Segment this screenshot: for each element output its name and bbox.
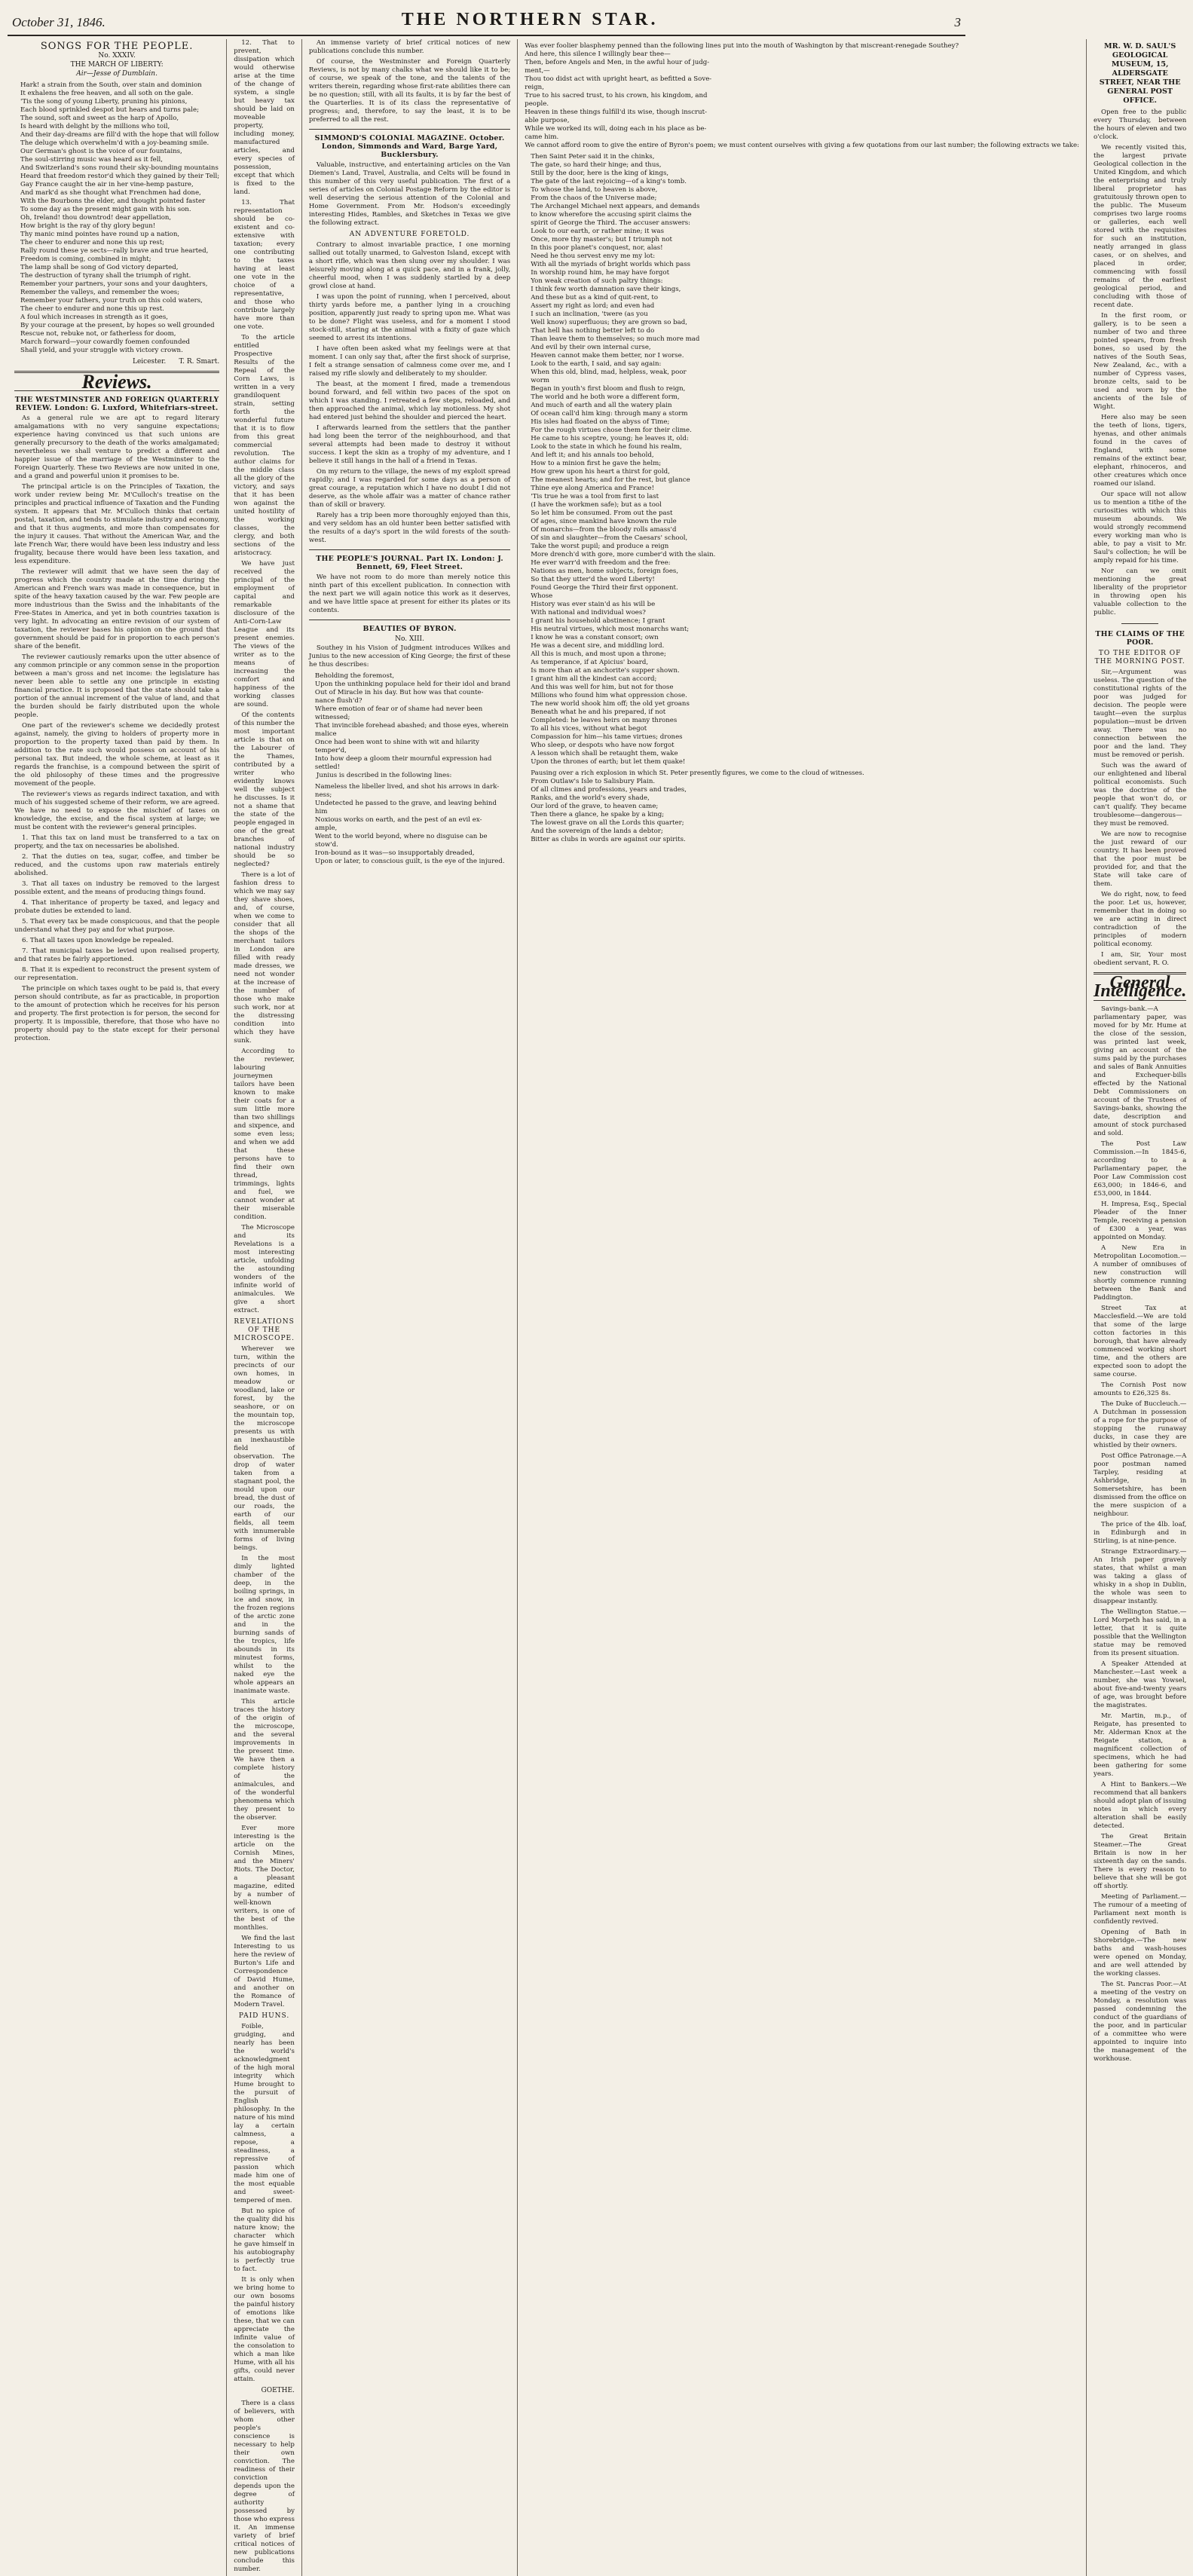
verse-line: Look to the earth, I said, and say again:	[531, 360, 662, 368]
list-item: Strange Extraordinary.—An Irish paper gravely states, that whilst a man was taking a glass of whisky in a shop in Dublin, the whole was seen to disappear instantly.	[1094, 1548, 1187, 1605]
paragraph: The Microscope and its Revelations is a most interesting article, unfolding the astounding wonders of the infinite world of animalcules. We give a short extract.	[234, 1224, 295, 1314]
verse-line: I such an inclination, 'twere (as you	[531, 311, 648, 318]
verse-line: Then Saint Peter said it in the chinks,	[531, 153, 655, 161]
verse-line: Upon or later, to conscious guilt, is the eye of the injured.	[314, 858, 505, 865]
verse-line: Thy manic mind pointes have round up a nation,	[20, 231, 180, 238]
verse-line: Millions who found him what oppression chose.	[531, 692, 687, 699]
verse-line: reign,	[525, 84, 544, 91]
verse-line: We cannot afford room to give the entire of Byron's poem; we must content ourselves with giving a few quotations from our last number; the following extracts we take:	[525, 142, 1079, 149]
verse-line: Gay France caught the air in her vine-hemp pasture,	[20, 181, 194, 188]
verse-line: And Switzerland's sons round their sky-bounding mountains	[20, 164, 219, 172]
verse-line: Undetected he passed to the grave, and leaving behind	[314, 800, 497, 807]
verse-line: To all his vices, without what begot	[531, 725, 647, 733]
junius-verse	[315, 783, 510, 866]
verse-line: Was ever foolier blasphemy penned than the following lines put into the mouth of Washington by that miscreant-renegade Southey?	[525, 42, 959, 50]
verse-line: stow'd.	[314, 841, 338, 849]
verse-line: All this is much, and most upon a throne;	[531, 650, 666, 658]
verse-line: He ever warr'd with freedom and the free:	[531, 559, 671, 567]
list-item: Opening of Bath in Shorebridge.—The new baths and wash-houses were opened on Monday, and are well attended by the working classes.	[1094, 1929, 1187, 1978]
paragraph: Foible, grudging, and nearly has been the world's acknowledgment of the high moral integrity which Hume brought to the pursuit of English philosophy. In the nature of his mind lay a certain calmness, a repose, a steadiness, a repressive of passion which made him one of the most equable and sweet-tempered of men.	[234, 2023, 295, 2204]
verse-line: ment,—	[525, 67, 550, 75]
verse-line: Well know) superfluous; they are grown so bad,	[531, 319, 687, 326]
verse-line: Thine eye along America and France!	[531, 485, 655, 492]
verse-line: The world and he both wore a different form,	[531, 393, 680, 401]
verse-line: The deluge which overwhelm'd with a joy-beaming smile.	[20, 139, 210, 147]
verse-line: For the rough virtues chose them for their clime.	[531, 427, 692, 434]
paragraph: To the article entitled Prospective Results of the Repeal of the Corn Laws, is written in a very grandiloquent strain, setting forth the wonderful future that it is to flow from this great commercial revolution. The author claims for the middle class all the glory of the victory, and says that it has been won against the united hostility of the working classes, the clergy, and both sections of the aristocracy.	[234, 334, 295, 557]
microscope-extract	[234, 1345, 295, 2009]
song-signature	[14, 358, 219, 366]
paragraph: Rarely has a trip been more thoroughly enjoyed than this, and very seldom has an old hunter been better satisfied with the results of a day's sport in the wild forests of the south-west.	[308, 512, 511, 544]
paragraph: The beast, at the moment I fired, made a tremendous bound forward, and fell within two paces of the spot on which I was standing. I retreated a few steps, reloaded, and then approached the animal, which lay motionless. My shot had entered just behind the shoulder and pierced the heart.	[308, 381, 511, 421]
divider	[309, 549, 510, 550]
verse-line: Shall yield, and your struggle with victory crown.	[20, 347, 183, 354]
paragraph: Ever more interesting is the article on the Cornish Mines, and the Miners' Riots. The Doctor, a pleasant magazine, edited by a number of well-known writers, is one of the best of the monthlies.	[234, 1825, 295, 1932]
verse-line: True to his sacred trust, to his crown, his kingdom, and	[525, 92, 708, 99]
paragraph: There is a lot of fashion dress to which we may say they shave shoes, and, of course, when we come to consider that all the shops of the merchant tailors in London are filled with ready made dresses, we need not wonder at the increase of the number of those who make such work, nor at the distressing condition into which they have sunk.	[234, 871, 295, 1045]
paragraph: 7. That municipal taxes be levied upon realised property, and that rates be fairly apportioned.	[14, 947, 220, 963]
issue-date: October 31, 1846.	[12, 15, 106, 29]
paragraph: Such was the award of our enlightened and liberal political economists. Such was the doctrine of the people that won't do, or can't qualify. They became troublesome—dangerous—they must be removed.	[1094, 762, 1187, 828]
masthead	[8, 0, 965, 36]
song-place: Leicester.	[132, 358, 167, 366]
reviews-heading: Reviews.	[81, 371, 152, 393]
adventure-extract	[309, 241, 510, 545]
review-head-peoples-journal: THE PEOPLE'S JOURNAL. Part IX. London: J. Bennett, 69, Fleet Street.	[316, 555, 503, 571]
song-number: No. XXXIV.	[98, 52, 136, 60]
verse-line: nance flush'd?	[314, 697, 362, 705]
verse-line: came him.	[525, 133, 559, 141]
verse-line: The cheer to endurer and none this up rest.	[20, 305, 164, 313]
paragraph: The principle on which taxes ought to be paid is, that every person should contribute, as far as practicable, in proportion to the amount of protection which he receives for his person and property. The first protection is for person, the second for property. It is impossible, therefore, that those who have no property should pay to the state except for their personal protection.	[14, 985, 220, 1042]
review-conclusion	[309, 39, 510, 124]
verse-line: Beholding the foremost,	[314, 672, 395, 680]
paragraph: An immense variety of brief critical notices of new publications conclude this number.	[308, 39, 511, 55]
paragraph: Of course, the Westminster and Foreign Quarterly Reviews, is not by many chalks what we should like it to be; of course, we speak of the tone, and the talents of the writers therein, regarding whose first-rate abilities there can be no question; still, with all its faults, it is by far the best of the Quarterlies. It is of its class the representative of progress; and, therefore, to say the least, it is to be preferred to all the rest.	[308, 58, 511, 124]
verse-line: Once, more thy master's; but I triumph not	[531, 236, 672, 243]
column-1	[8, 39, 227, 2576]
paragraph: 6. That all taxes upon knowledge be repealed.	[22, 937, 174, 944]
verse-line: Nations as men, home subjects, foreign foes,	[531, 568, 679, 575]
verse-line: Then, before Angels and Men, in the awful hour of judg-	[525, 59, 710, 66]
verse-line: In worship round him, he may have forgot	[531, 269, 670, 277]
review-head-simmonds: SIMMOND'S COLONIAL MAGAZINE. October. London, Simmonds and Ward, Barge Yard, Bucklersbury.	[314, 134, 505, 159]
verse-line: The sound, soft and sweet as the harp of Apollo,	[20, 115, 179, 122]
paragraph: This article traces the history of the origin of the microscope, and the several improvements in the present time. We have then a complete history of the animalcules, and of the wonderful phenomena which they present to the observer.	[234, 1698, 295, 1822]
beauties-verse	[315, 672, 510, 772]
paragraph: 1. That this tax on land must be transferred to a tax on property, and the tax on necessaries be abolished.	[14, 834, 220, 850]
list-item: Street Tax at Macclesfield.—We are told that some of the large cotton factories in this borough, that have already commenced working short time, and the others are expected soon to adopt the same course.	[1094, 1305, 1187, 1378]
verse-line: Iron-bound as it was—so insupportably dreaded,	[314, 849, 475, 857]
verse-line: Need he thou servest envy me my lot:	[531, 252, 656, 260]
verse-line: By your courage at the present, by hopes so well grounded	[20, 322, 215, 329]
verse-line: Freedom is coming, combined in might;	[20, 255, 151, 263]
verse-line: The lowest grave on all the Lords this quarter;	[531, 819, 684, 827]
verse-line: He came to his sceptre, young; he leaves it, old:	[531, 435, 689, 442]
paragraph: 3. That all taxes on industry be removed to the largest possible extent, and the means of producing things found.	[14, 880, 220, 896]
paragraph: Here also may be seen the teeth of lions, tigers, hyenas, and other animals found in the caves of England, with some remains of the extinct bear, elephant, rhinoceros, and other creatures which once roamed our island.	[1094, 414, 1187, 488]
newspaper-title: THE NORTHERN STAR.	[401, 10, 659, 29]
verse-line: Upon the thrones of earth; but let them quake!	[531, 758, 686, 766]
verse-line: Than leave them to themselves; so much more mad	[531, 335, 700, 343]
verse-line: I think few worth damnation save their kings,	[531, 286, 681, 293]
list-item: The Wellington Statue.—Lord Morpeth has said, in a letter, that it is quite possible that the Wellington statue may be removed from its present situation.	[1094, 1608, 1187, 1657]
paragraph: One part of the reviewer's scheme we decidedly protest against, namely, the giving to holders of property more in proportion to the property taxed than paid by them. In addition to the rate such would possess on account of his personal tax. But indeed, the whole scheme, at least as it regards the franchise, is a compound between the spirit of the old philosophy of these times and the progressive movement of the people.	[14, 722, 220, 788]
paragraph: In the most dimly lighted chamber of the deep, in the boiling springs, in ice and snow, in the frozen regions of the arctic zone and in the burning sands of the tropics, life abounds in its minutest forms, whilst to the naked eye the whole appears an inanimate waste.	[234, 1555, 295, 1695]
col2-closing: There is a class of believers, with whom other people's conscience is necessary to help their own conviction. The readiness of their conviction depends upon the degree of authority possessed by those who express it. An immense variety of brief critical notices of new publications conclude this number.	[234, 2400, 295, 2573]
paragraph: We find the last Interesting to us here the review of Burton's Life and Correspondence of David Hume, and another on the Romance of Modern Travel.	[234, 1935, 295, 2008]
museum-article	[1094, 109, 1186, 617]
verse-line: To whose the land, to heaven is above,	[531, 186, 658, 194]
song-verse	[20, 81, 219, 355]
verse-line: I grant him all the kindest can accord;	[531, 675, 657, 683]
verse-line: The new world shook him off; the old yet groans	[531, 700, 690, 708]
review-simmonds-body: Valuable, instructive, and entertaining articles on the Van Diemen's Land, Travel, Australia, and Celts will be found in this number of this very useful publication. The first of a series of articles on Colonial Postage Reform by the editor is well deserving the serious attention of the Colonial and Home Government. From Mr. Hodson's exceedingly interesting Hides, Rambles, and Sketches in Texas we give the following extract.	[308, 161, 511, 227]
paragraph: 4. That inheritance of property be taxed, and legacy and probate duties be extended to land.	[14, 899, 220, 915]
general-intelligence-heading: General Intelligence.	[1094, 973, 1187, 1001]
verse-line: And evil by their own internal curse,	[531, 344, 651, 351]
verse-line: Out of Miracle in his day. But how was that counte-	[314, 689, 484, 696]
paragraph: Wherever we turn, within the precincts of our own homes, in meadow or woodland, lake or forest, by the seashore, or on the mountain top, the microscope presents us with an inexhaustible field of observation. The drop of water taken from a stagnant pool, the mould upon our bread, the dust of our roads, the earth of our fields, all teem with innumerable forms of living beings.	[234, 1345, 295, 1552]
verse-line: Heaven cannot make them better, nor I worse.	[531, 352, 684, 359]
verse-line: Where emotion of fear or of shame had never been	[314, 705, 483, 713]
list-item: The price of the 4lb. loaf, in Edinburgh and in Stirling, is at nine-pence.	[1094, 1521, 1187, 1545]
verse-line: able purpose,	[525, 117, 570, 124]
verse-line: And much of earth and all the watery plain	[531, 402, 672, 409]
verse-line: And their day-dreams are fill'd with the hope that will follow	[20, 131, 219, 139]
hume-extract	[234, 2023, 295, 2384]
witnesses-verse	[531, 769, 1079, 844]
adventure-subhead: AN ADVENTURE FORETOLD.	[349, 231, 470, 238]
list-item: Savings-bank.—A parliamentary paper, was moved for by Mr. Hume at the close of the session, was printed last week, giving an account of the sums paid by the purchases and sales of Bank Annuities and Exchequer-bills effected by the National Debt Commissioners on account of the Trustees of Savings-banks, showing the date, description and amount of stock purchased and sold.	[1094, 1005, 1187, 1137]
column-3	[302, 39, 518, 2576]
verse-line: witnessed;	[314, 714, 350, 721]
verse-line: Still by the door, here is the king of kings,	[531, 170, 669, 177]
verse-line: 'Tis the song of young Liberty, pruning his pinions,	[20, 98, 188, 106]
verse-line: Look to our earth, or rather mine; it was	[531, 228, 665, 235]
song-section-title: SONGS FOR THE PEOPLE.	[40, 41, 194, 52]
verse-line: So that they utter'd the word Liberty!	[531, 576, 655, 583]
song-tune: Air—Jesse of Dumblain.	[76, 70, 158, 78]
verse-line: him	[314, 808, 328, 815]
beauties-heading: BEAUTIES OF BYRON.	[362, 625, 457, 633]
paragraph: On my return to the village, the news of my exploit spread rapidly; and I was regarded for some days as a person of great courage, a reputation which I have no doubt I did not deserve, as the whole affair was a matter of chance rather than of skill or bravery.	[308, 468, 511, 509]
paragraph: It is only when we bring home to our own bosoms the painful history of emotions like these, that we can appreciate the infinite value of the consolation to which a man like Hume, with all his gifts, could never attain.	[234, 2276, 295, 2383]
paragraph: 8. That it is expedient to reconstruct the present system of our representation.	[14, 966, 220, 982]
verse-line: Completed: he leaves heirs on many thrones	[531, 717, 678, 724]
verse-line: Each blood sprinkled despot but hears and turns pale;	[20, 106, 199, 114]
list-item: H. Impresa, Esq., Special Pleader of the Inner Temple, receiving a pension of £300 a year, was appointed on Monday.	[1094, 1201, 1187, 1241]
verse-line: Of all climes and professions, years and trades,	[531, 786, 687, 794]
verse-line: Hark! a strain from the South, over stain and dominion	[20, 81, 202, 89]
divider	[309, 129, 510, 130]
verse-line: Our lord of the grave, to heaven came;	[531, 803, 659, 810]
list-item: The Great Britain Steamer.—The Great Britain is now in her sixteenth day on the sands. There is every reason to believe that she will be got off shortly.	[1094, 1833, 1187, 1890]
verse-line: And these but as a kind of quit-rent, to	[531, 294, 659, 301]
verse-line: Take the worst pupil; and produce a reign	[531, 543, 669, 550]
paragraph: We do right, now, to feed the poor. Let us, however, remember that in doing so we are acting in direct contradiction of the principles of modern political economy.	[1094, 891, 1187, 948]
paragraph: Nor can we omit mentioning the great liberality of the proprietor in throwing open his valuable collection to the public.	[1094, 568, 1187, 616]
verse-line: Into how deep a gloom their mournful expression had	[314, 755, 492, 763]
paragraph: 13. That representation should be co-existent and co-extensive with taxation; every one contributing to the taxes having at least one vote in the choice of a representative, and those who contribute largely have more than one vote.	[234, 199, 295, 331]
paragraph: Contrary to almost invariable practice, I one morning sallied out totally unarmed, to Galveston Island, except with a short rifle, which was then slung over my shoulder. I was leisurely moving along at a quick pace, and in a frank, jolly, cheerful mood, when I was suddenly startled by a deep growl close at hand.	[308, 241, 511, 290]
washington-verse	[525, 42, 1079, 150]
paragraph: I was upon the point of running, when I perceived, about thirty yards before me, a panther lying in a crouching position, apparently just ready to spring upon me. What was to be done? Flight was useless, and for a moment I stood stock-still, staring at the animal with a fixity of gaze which seemed to arrest its intentions.	[308, 293, 511, 342]
paragraph: 2. That the duties on tea, sugar, coffee, and timber be reduced, and the customs upon raw materials entirely abolished.	[14, 853, 220, 877]
list-item: The Cornish Post now amounts to £26,325 8s.	[1094, 1381, 1187, 1397]
review-head-westminster: THE WESTMINSTER AND FOREIGN QUARTERLY REVIEW. London: G. Luxford, Whitefriars-street.	[14, 396, 219, 412]
verse-line: The gate, so hard their hinge; and thus,	[531, 161, 662, 169]
verse-line: worm	[531, 377, 550, 384]
junius-intro: Junius is described in the following lines:	[316, 772, 452, 779]
claims-heading: THE CLAIMS OF THE POOR.	[1095, 630, 1185, 647]
verse-line: Of sin and slaughter—from the Caesars' school,	[531, 534, 688, 542]
verse-line: 'Tis true he was a tool from first to last	[531, 493, 659, 500]
verse-line: Upon the unthinking populace held for their idol and brand	[314, 681, 511, 688]
vision-of-judgment-verse	[531, 153, 1079, 766]
column-2	[227, 39, 302, 2576]
beauties-intro: Southey in his Vision of Judgment introduces Wilkes and Junius to the new accession of King George; the first of these he thus describes:	[308, 644, 511, 668]
verse-line: spirit of George the Third. The accuser answers:	[531, 219, 691, 227]
review-peoples-journal-body: We have not room to do more than merely notice this ninth part of this excellent publication. In connection with the next part we will again notice this work as it deserves, and we have little space at present for either its plates or its contents.	[308, 574, 511, 614]
paragraph: The principal article is on the Principles of Taxation, the work under review being Mr. M'Culloch's treatise on the principles and practical influence of Taxation and the Funding system. It appears that Mr. M'Culloch thinks that certain postal, taxation, and tends to stimulate industry and economy, and that it thus augments, and more than compensates for the injury it causes. That without the American War, and the late French War, there would have been less industry and less frugality, because there would have been less taxation, and less expenditure.	[14, 483, 220, 565]
verse-line: The cheer to endurer and none this up rest;	[20, 239, 165, 246]
verse-line: (I have the workmen safe); but as a tool	[531, 501, 662, 509]
verse-line: I grant his household abstinence; I grant	[531, 617, 665, 625]
verse-line: More drench'd with gore, more cumber'd with the slain.	[531, 551, 716, 558]
verse-line: To some day as the present might gain with his son.	[20, 206, 191, 213]
verse-line: I know he was a constant consort; own	[531, 634, 659, 641]
verse-line: It exhalens the free heaven, and all soth on the gale.	[20, 90, 194, 97]
goethe-signature: GOETHE.	[261, 2387, 295, 2394]
verse-line: Bitter as clubs in words are against our spirits.	[531, 836, 686, 843]
verse-line: Went to the world beyond, where no disguise can be	[314, 833, 488, 840]
verse-line: That invincible forehead abashed; and those eyes, wherein	[314, 722, 509, 730]
beauties-number: No. XIII.	[395, 635, 424, 643]
verse-line: Once had been wont to shine with wit and hilarity	[314, 739, 479, 746]
verse-line: With national and individual woes?	[531, 609, 646, 616]
verse-line: And here, this silence I willingly bear thee—	[525, 50, 671, 58]
page-number: 3	[954, 15, 961, 29]
verse-line: A lesson which shall be retaught them, wake	[531, 750, 678, 757]
verse-line: Whose	[531, 592, 553, 600]
paragraph: The reviewer will admit that we have seen the day of progress which the country made at the time during the American and French wars was made in consequence, but in spite of the heavy taxation caused by the war. Few people are more industrious than the Swiss and the inhabitants of the Free-States in America, and yet in both countries taxation is very light. In advocating an entire revision of our system of taxation, the reviewer bases his opinion on the ground that government should be paid for in proportion to each person's share of the benefit.	[14, 568, 220, 650]
paragraph: I am, Sir, Your most obedient servant, R. O.	[1094, 951, 1187, 967]
song-author: T. R. Smart.	[179, 358, 220, 366]
verse-line: Of ages, since mankind have known the rule	[531, 518, 677, 525]
verse-line: How bright is the ray of thy glory begun!	[20, 222, 156, 230]
verse-line: Assert my right as lord; and even had	[531, 302, 655, 310]
paragraph: In the first room, or gallery, is to be seen a number of two and three pointed spears, from fresh bones, so used by the natives of the South Seas, New Zealand, &c., with a number of Cypress vases, bronze celts, said to be used and worn by the ancients of the Isle of Wight.	[1094, 312, 1187, 411]
columns	[8, 39, 1187, 2573]
paragraph: 5. That every tax be made conspicuous, and that the people understand what they pay and for what purpose.	[14, 918, 220, 934]
museum-heading: MR. W. D. SAUL'S GEOLOGICAL MUSEUM, 15, ALDERSGATE STREET, NEAR THE GENERAL POST OFFICE.	[1099, 42, 1181, 105]
hume-subhead: PAID HUNS.	[238, 2012, 290, 2020]
paragraph: Open free to the public every Thursday, between the hours of eleven and two o'clock.	[1094, 109, 1187, 141]
intelligence-items	[1094, 1005, 1186, 2064]
verse-line: From Outlaw's Isle to Salisbury Plain.	[531, 778, 656, 785]
claims-letter	[1094, 668, 1186, 968]
paragraph: We recently visited this, the largest private Geological collection in the United Kingdom, and which the enterprising and truly liberal proprietor has gratuitously thrown open to the public. The Museum comprises two large rooms or galleries, each well stored with the requisites for such an institution, neatly arranged in glass cases, or on shelves, and placed in order, commencing with fossil remains of the earliest geological period, and concluding with those of recent date.	[1094, 144, 1187, 309]
paragraph: The reviewer cautiously remarks upon the utter absence of any common principle or any common sense in the proportion between a man's gross and net income: the legislature has never been able to settle any one principle in existing financial practice. It is proposed that the state should take a portion of the annual increment of the value of land, and that the burden should be fairly distributed upon the whole people.	[14, 653, 220, 719]
paragraph: Sir,—Argument was useless. The question of the constitutional rights of the poor was judged for decision. The people were taught—even the surplus population—must be driven away. There was no connection between the poor and the land. They must be removed or perish.	[1094, 668, 1187, 759]
verse-line: Remember your fathers, your truth on this cold waters,	[20, 297, 203, 304]
verse-line: He was a decent sire, and middling lord.	[531, 642, 665, 650]
list-item: The St. Pancras Poor.—At a meeting of the vestry on Monday, a resolution was passed condemning the conduct of the guardians of the poor, and in particular of a committee who were appointed to inquire into the management of the workhouse.	[1094, 1981, 1187, 2063]
verse-line: With the Bourbons the elder, and thought pointed faster	[20, 197, 206, 205]
verse-line: Of monarchs—from the bloody rolls amass'd	[531, 526, 677, 534]
verse-line: While we worked its will, doing each in his place as be-	[525, 125, 707, 133]
verse-line: Ranks, and the world's every shade,	[531, 794, 650, 802]
list-item: The Post Law Commission.—In 1845-6, according to a Parliamentary paper, the Poor Law Commission cost £63,000; in 1846-6, and £53,000, in 1844.	[1094, 1140, 1187, 1198]
verse-line: Remember your partners, your sons and your daughters,	[20, 280, 208, 288]
column-4	[518, 39, 1087, 2576]
verse-line: Heaven in these things fulfill'd its wise, though inscrut-	[525, 109, 708, 116]
paragraph: But no spice of the quality did his nature know; the character which he gave himself in his autobiography is perfectly true to fact.	[234, 2207, 295, 2273]
list-item: Mr. Martin, m.p., of Reigate, has presented to Mr. Alderman Knox at the Reigate station, a magnificent collection of specimens, which he had been gathering for some years.	[1094, 1712, 1187, 1778]
verse-line: Pausing over a rich explosion in which St. Peter presently figures, we come to the cloud of witnesses.	[531, 769, 864, 777]
verse-line: March forward—your cowardly foemen confounded	[20, 338, 191, 346]
paragraph: The reviewer's views as regards indirect taxation, and with much of his suggested scheme of their reform, we are agreed. We have no need to expose the mischief of taxes on knowledge, the excise, and the fiscal system at large; we must be content with the reviewer's general principles.	[14, 791, 220, 831]
verse-line: From the chaos of the Universe made;	[531, 194, 657, 202]
paragraph: I have often been asked what my feelings were at that moment. I can only say that, after the first shock of surprise, I felt a strange sensation of calmness come over me, and I raised my rifle slowly and deliberately to my shoulder.	[308, 345, 511, 378]
paragraph: Our space will not allow us to mention a tithe of the curiosities with which this museum abounds. We would strongly recommend every working man who is able, to pay a visit to Mr. Saul's collection; he will be amply repaid for his time.	[1094, 491, 1187, 564]
verse-line: Compassion for him—his tame virtues; drones	[531, 733, 683, 741]
microscope-subhead: REVELATIONS OF THE MICROSCOPE.	[234, 1318, 295, 1342]
list-item: A Hint to Bankers.—We recommend that all bankers should adopt plan of issuing notes in which every alteration shall be easily detected.	[1094, 1781, 1187, 1830]
list-item: A Speaker Attended at Manchester.—Last week a number, she was Yowsel, about five-and-twenty years of age, was brought before the magistrates.	[1094, 1660, 1187, 1709]
verse-line: Is more than at an anchorite's supper shown.	[531, 667, 680, 675]
verse-line: History was ever stain'd as his will be	[531, 601, 656, 608]
verse-line: Beneath what he and his prepared, if not	[531, 708, 666, 716]
verse-line: His isles had floated on the abyss of Time;	[531, 418, 670, 426]
verse-line: With all the myriads of bright worlds which pass	[531, 261, 691, 268]
verse-line: And the sovereign of the lands a debtor;	[531, 828, 663, 835]
verse-line: Thou too didst act with upright heart, as befitted a Sove-	[525, 75, 712, 83]
paragraph: 12. That to prevent, dissipation which would otherwise arise at the time of the change of system, a single but heavy tax should be laid on moveable property, including money, manufactured articles, and every species of possession, except that which is fixed to the land.	[234, 39, 295, 196]
verse-line: Nameless the libeller lived, and shot his arrows in dark-	[314, 783, 500, 791]
verse-line: And left it; and his annals too behold,	[531, 451, 654, 459]
divider	[1121, 623, 1158, 624]
verse-line: So let him be consumed. From out the past	[531, 509, 673, 517]
verse-line: Found George the Third their first opponent.	[531, 584, 678, 592]
list-item: Meeting of Parliament.—The rumour of a meeting of Parliament next month is confidently revived.	[1094, 1893, 1187, 1926]
verse-line: And this was well for him, but not for those	[531, 684, 674, 691]
verse-line: How grew upon his heart a thirst for gold,	[531, 468, 670, 476]
list-item: The Duke of Buccleuch.—A Dutchman in possession of a rope for the purpose of stopping the runaway ducks, in case they are whistled by their owners.	[1094, 1400, 1187, 1449]
verse-line: How to a minion first he gave the helm;	[531, 460, 662, 467]
verse-line: Yon weak creation of such paltry things:	[531, 277, 663, 285]
verse-line: temper'd,	[314, 747, 347, 754]
verse-line: Heard that freedom restor'd which they gained by their Tell;	[20, 173, 220, 180]
paragraph: We are now to recognise the just reward of our country. It has been proved that the poor must be provided for, and that the State will take care of them.	[1094, 831, 1187, 888]
verse-line: The gate of the last rejoicing—of a king's tomb.	[531, 178, 687, 185]
verse-line: Rally round these ye sects—rally brave and true hearted,	[20, 247, 209, 255]
verse-line: Then there a glance, he spake by a king;	[531, 811, 665, 818]
verse-line: The destruction of tyrany shall the triumph of right.	[20, 272, 191, 280]
review-continued	[234, 39, 295, 1315]
verse-line: Who sleep, or despots who have now forgot	[531, 742, 675, 749]
verse-line: Noxious works on earth, and the pest of an evil ex-	[314, 816, 482, 824]
paragraph: Of the contents of this number the most important article is that on the Labourer of the Thames, contributed by a writer who evidently knows well the subject he discusses. Is it not a shame that the state of the people engaged in one of the great branches of national industry should be so neglected?	[234, 711, 295, 868]
verse-line: people.	[525, 100, 549, 108]
verse-line: settled!	[314, 763, 341, 771]
verse-line: That hell has nothing better left to do	[531, 327, 655, 335]
list-item: A New Era in Metropolitan Locomotion.—A number of omnibuses of new construction will shortly commence running between the Bank and Paddington.	[1094, 1244, 1187, 1302]
verse-line: The meanest hearts; and for the rest, but glance	[531, 476, 690, 484]
verse-line: malice	[314, 730, 337, 738]
verse-line: In this poor planet's conquest, nor, alas!	[531, 244, 663, 252]
verse-line: Rescue not, rebuke not, or fatherless for doom,	[20, 330, 176, 338]
paragraph: We have just received the principal of the employment of capital and remarkable disclosure of the Anti-Corn-Law League and its present enemies. The views of the writer as to the means of increasing the comfort and happiness of the working classes are sound.	[234, 560, 295, 708]
verse-line: to know wherefore the accusing spirit claims the	[531, 211, 692, 219]
list-item: Post Office Patronage.—A poor postman named Tarpley, residing at Ashbridge, in Somersetshire, has been dismissed from the office on the mere suspicion of a neighbour.	[1094, 1452, 1187, 1518]
verse-line: His neutral virtues, which most monarchs want;	[531, 626, 690, 633]
column-5	[1087, 39, 1193, 2576]
verse-line: A foul which increases in strength as it goes,	[20, 314, 169, 321]
review-westminster-body	[14, 415, 219, 1043]
verse-line: When this old, blind, mad, helpless, weak, poor	[531, 369, 687, 376]
verse-line: As temperance, if at Apicius' board,	[531, 659, 649, 666]
verse-line: Oh, Ireland! thou downtrod! dear appellation,	[20, 214, 172, 222]
verse-line: The lamp shall be song of God victory departed,	[20, 264, 179, 271]
paragraph: I afterwards learned from the settlers that the panther had long been the terror of the neighbourhood, and that several attempts had been made to destroy it without success. I kept the skin as a trophy of my adventure, and I believe it still hangs in the hall of a friend in Texas.	[308, 424, 511, 465]
verse-line: Our German's ghost is the voice of our fountains,	[20, 148, 182, 155]
paragraph: As a general rule we are apt to regard literary amalgamations with no very sanguine expectations; experience having convinced us that such unions are generally precursory to the death of the works amalgamated; nevertheless we shall venture to predict a different and happier issue of the marriage of the Westminster to the Foreign Quarterly. These two Reviews are now united in one, and a grand and powerful union it promises to be.	[14, 415, 220, 480]
verse-line: Is heard with delight by the millions who toil,	[20, 123, 170, 130]
verse-line: Remember the valleys, and remember the woes;	[20, 289, 180, 296]
verse-line: Began in youth's first bloom and flush to reign,	[531, 385, 686, 393]
verse-line: ness;	[314, 791, 332, 799]
paragraph: According to the reviewer, labouring journeymen tailors have been known to make their coats for a sum little more than two shillings and sixpence, and some even less; and when we add that these persons have to find their own thread, trimmings, lights and fuel, we cannot wonder at their miserable condition.	[234, 1048, 295, 1221]
verse-line: The Archangel Michael next appears, and demands	[531, 203, 700, 210]
verse-line: And mark'd as she thought what Frenchmen had done,	[20, 189, 201, 197]
verse-line: ample,	[314, 825, 338, 832]
verse-line: Look to the state in which he found his realm,	[531, 443, 682, 451]
claims-subhead: TO THE EDITOR OF THE MORNING POST.	[1094, 650, 1185, 665]
song-subtitle: THE MARCH OF LIBERTY:	[70, 61, 164, 69]
verse-line: The soul-stirring music was heard as it fell,	[20, 156, 163, 164]
verse-line: Of ocean call'd him king: through many a storm	[531, 410, 688, 418]
